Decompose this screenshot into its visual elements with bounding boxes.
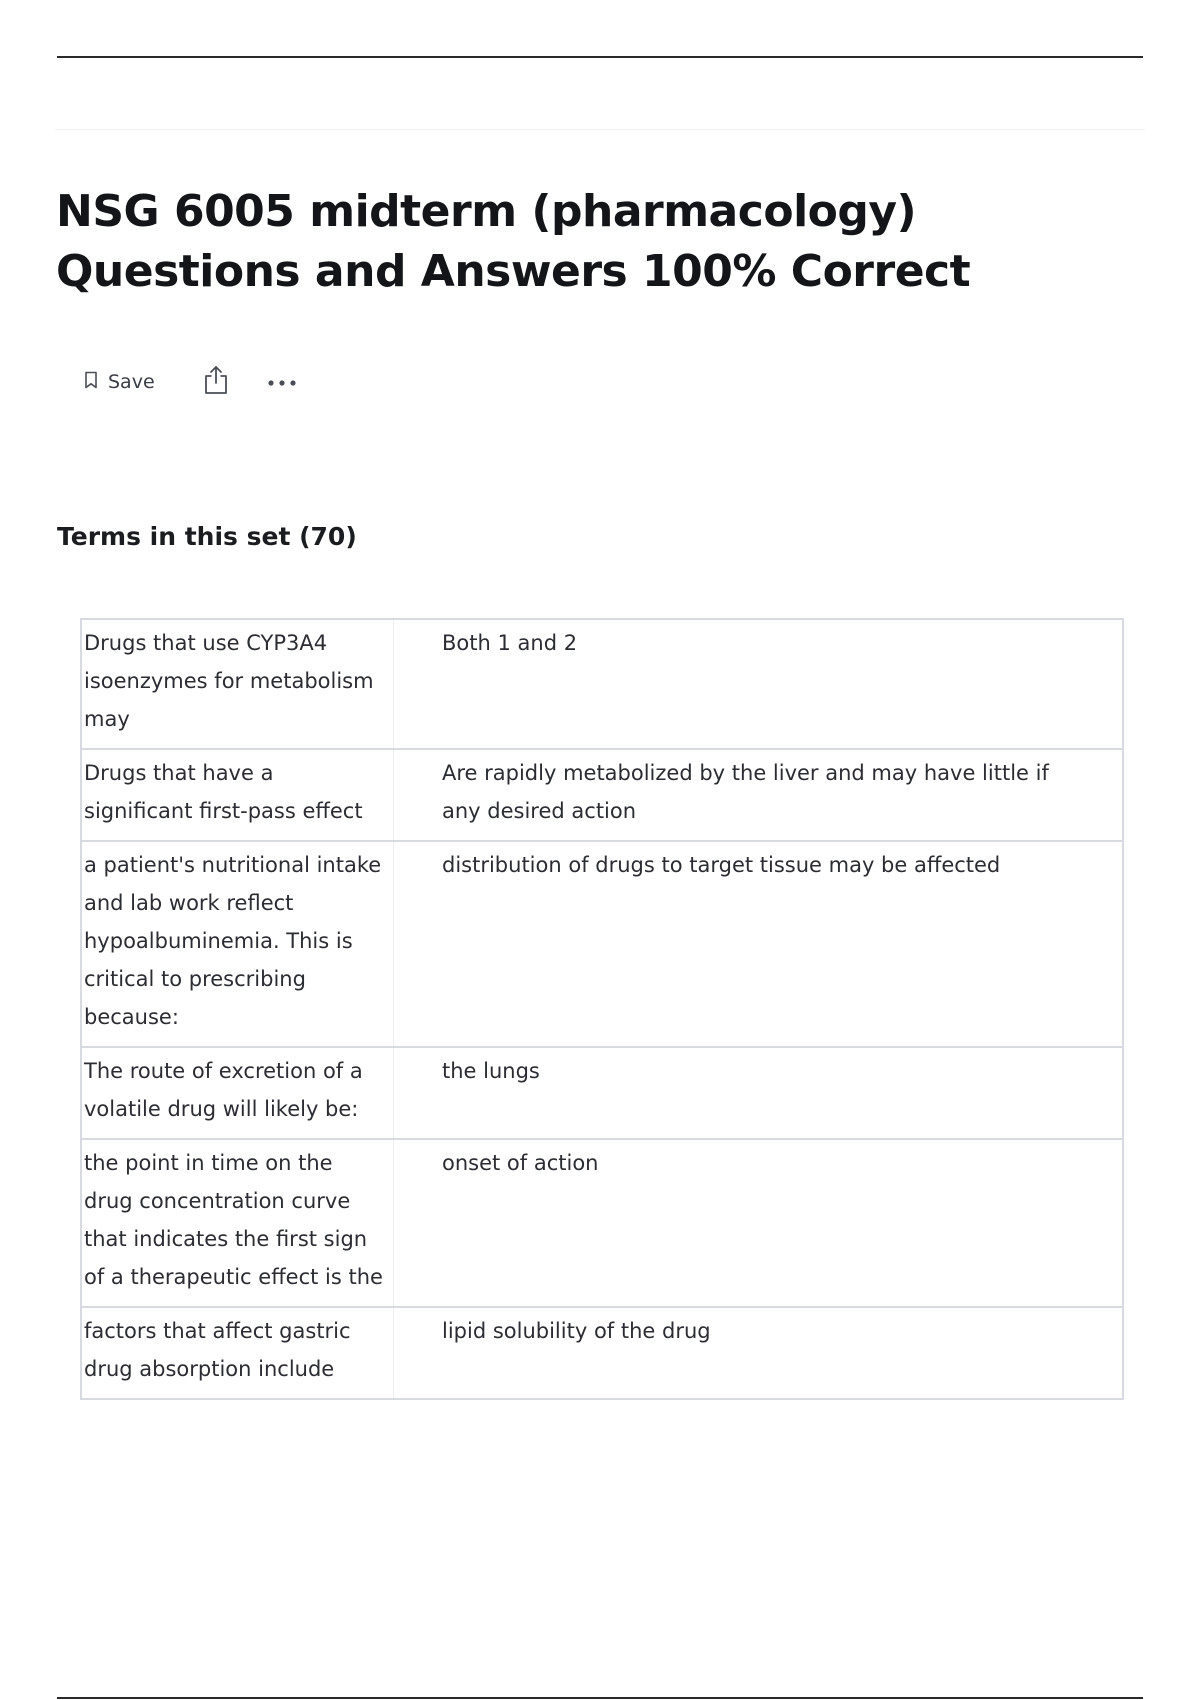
definition-text: lipid solubility of the drug xyxy=(442,1319,711,1343)
more-options-button[interactable] xyxy=(267,373,297,392)
header-divider xyxy=(55,129,1145,130)
terms-heading: Terms in this set (70) xyxy=(57,522,357,551)
more-horizontal-icon xyxy=(267,373,297,392)
term-row[interactable] xyxy=(80,618,1124,750)
term-text: factors that affect gastric drug absorption include xyxy=(82,1308,394,1398)
definition-text: the lungs xyxy=(442,1059,540,1083)
term-text: The route of excretion of a volatile drug will likely be: xyxy=(82,1048,394,1138)
action-bar xyxy=(84,364,297,400)
term-text: Drugs that use CYP3A4 isoenzymes for metabolism may xyxy=(82,620,394,748)
bookmark-icon xyxy=(84,371,98,393)
term-row[interactable] xyxy=(80,1306,1124,1400)
definition-text: Are rapidly metabolized by the liver and may have little if any desired action xyxy=(442,761,1049,823)
save-label: Save xyxy=(108,371,155,393)
bottom-divider xyxy=(57,1697,1143,1699)
term-row[interactable] xyxy=(80,840,1124,1048)
top-divider xyxy=(57,56,1143,58)
term-text: the point in time on the drug concentration curve that indicates the first sign of a therapeutic effect is the xyxy=(82,1140,394,1306)
term-row[interactable] xyxy=(80,1138,1124,1308)
term-row[interactable] xyxy=(80,1046,1124,1140)
definition-text: Both 1 and 2 xyxy=(442,631,578,655)
term-text: Drugs that have a significant first-pass effect xyxy=(82,750,394,840)
share-icon xyxy=(203,365,229,399)
share-button[interactable] xyxy=(203,365,229,399)
terms-list xyxy=(80,620,1124,1400)
save-button[interactable] xyxy=(84,371,155,393)
definition-text: distribution of drugs to target tissue may be affected xyxy=(442,853,1001,877)
page-title: NSG 6005 midterm (pharmacology) Questions and Answers 100% Correct xyxy=(56,186,971,297)
definition-text: onset of action xyxy=(442,1151,599,1175)
term-row[interactable] xyxy=(80,748,1124,842)
term-text: a patient's nutritional intake and lab work reflect hypoalbuminemia. This is critical to prescribing because: xyxy=(82,842,394,1046)
